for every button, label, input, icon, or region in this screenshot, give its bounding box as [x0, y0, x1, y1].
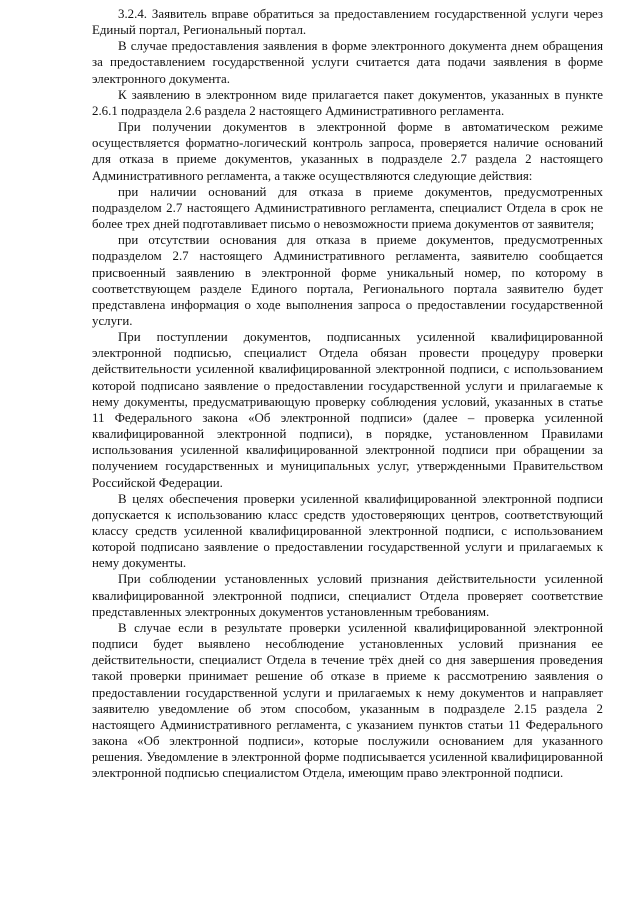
paragraph-compliance-check: При соблюдении установленных условий признания действительности усиленной квалифицированной электронной подписи, специалист Отдела проверяет соответствие представленных электронных документов установленным требованиям. — [92, 572, 603, 619]
paragraph-refusal-notification: В случае если в результате проверки усиленной квалифицированной электронной подписи будет выявлено несоблюдение установленных условий признания ее действительности, специалист Отдела в течение трёх дней со дня завершения проведения такой проверки принимает решение об отказе в приеме к рассмотрению заявления о предоставлении государственной услуги и прилагаемых к нему документов и направляет заявителю уведомление об этом способом, указанным в подразделе 2.15 раздела 2 настоящего Административного регламента, с указанием пунктов статьи 11 Федерального закона «Об электронной подписи», которые послужили основанием для указанного решения. Уведомление в электронной форме подписывается усиленной квалифицированной электронной подписью специалистом Отдела, имеющим право электронной подписи. — [92, 620, 603, 781]
paragraph-refusal-grounds-absent: при отсутствии основания для отказа в приеме документов, предусмотренных подразделом 2.7 настоящего Административного регламента, заявителю сообщается присвоенный заявлению в электронной форме уникальный номер, по которому в соответствующем разделе Единого портала, Регионального портала заявителю будет представлена информация о ходе выполнения запроса о предоставлении государственной услуги. — [92, 233, 603, 328]
paragraph-certification-centers: В целях обеспечения проверки усиленной квалифицированной электронной подписи допускается к использованию класс средств удостоверяющих центров, соответствующий классу средств усиленной квалифицированной электронной подписи, с использованием которой подписано заявление о предоставлении государственной услуги и прилагаемых к нему документы. — [92, 491, 603, 571]
document-page — [92, 6, 603, 782]
paragraph-document-package: К заявлению в электронном виде прилагается пакет документов, указанных в пункте 2.6.1 подраздела 2.6 раздела 2 настоящего Административного регламента. — [92, 87, 603, 118]
paragraph-electronic-application-date: В случае предоставления заявления в форме электронного документа днем обращения за предоставлением государственной услуги считается дата подачи заявления в форме электронного документа. — [92, 39, 603, 86]
paragraph-signature-verification: При поступлении документов, подписанных усиленной квалифицированной электронной подписью, специалист Отдела обязан провести процедуру проверки действительности усиленной квалифицированной электронной подписи, с использованием которой подписано заявление о предоставлении государственной услуги и прилагаемые к нему документы, предусматривающую проверку соблюдения условий, указанных в статье 11 Федерального закона «Об электронной подписи» (далее – проверка усиленной квалифицированной электронной подписи), в порядке, установленном Правилами использования усиленной квалифицированной электронной подписи при обращении за получением государственных и муниципальных услуг, утвержденными Правительством Российской Федерации. — [92, 330, 603, 490]
paragraph-3-2-4: 3.2.4. Заявитель вправе обратиться за предоставлением государственной услуги через Единый портал, Региональный портал. — [92, 7, 603, 38]
paragraph-refusal-grounds-present: при наличии оснований для отказа в приеме документов, предусмотренных подразделом 2.7 настоящего Административного регламента, специалист Отдела в срок не более трех дней подготавливает письмо о невозможности приема документов от заявителя; — [92, 184, 603, 232]
paragraph-format-logic-control: При получении документов в электронной форме в автоматическом режиме осуществляется форматно-логический контроль запроса, проверяется наличие оснований для отказа в приеме документов, указанных в подразделе 2.7 раздела 2 настоящего Административного регламента, а также осуществляются следующие действия: — [92, 120, 603, 183]
